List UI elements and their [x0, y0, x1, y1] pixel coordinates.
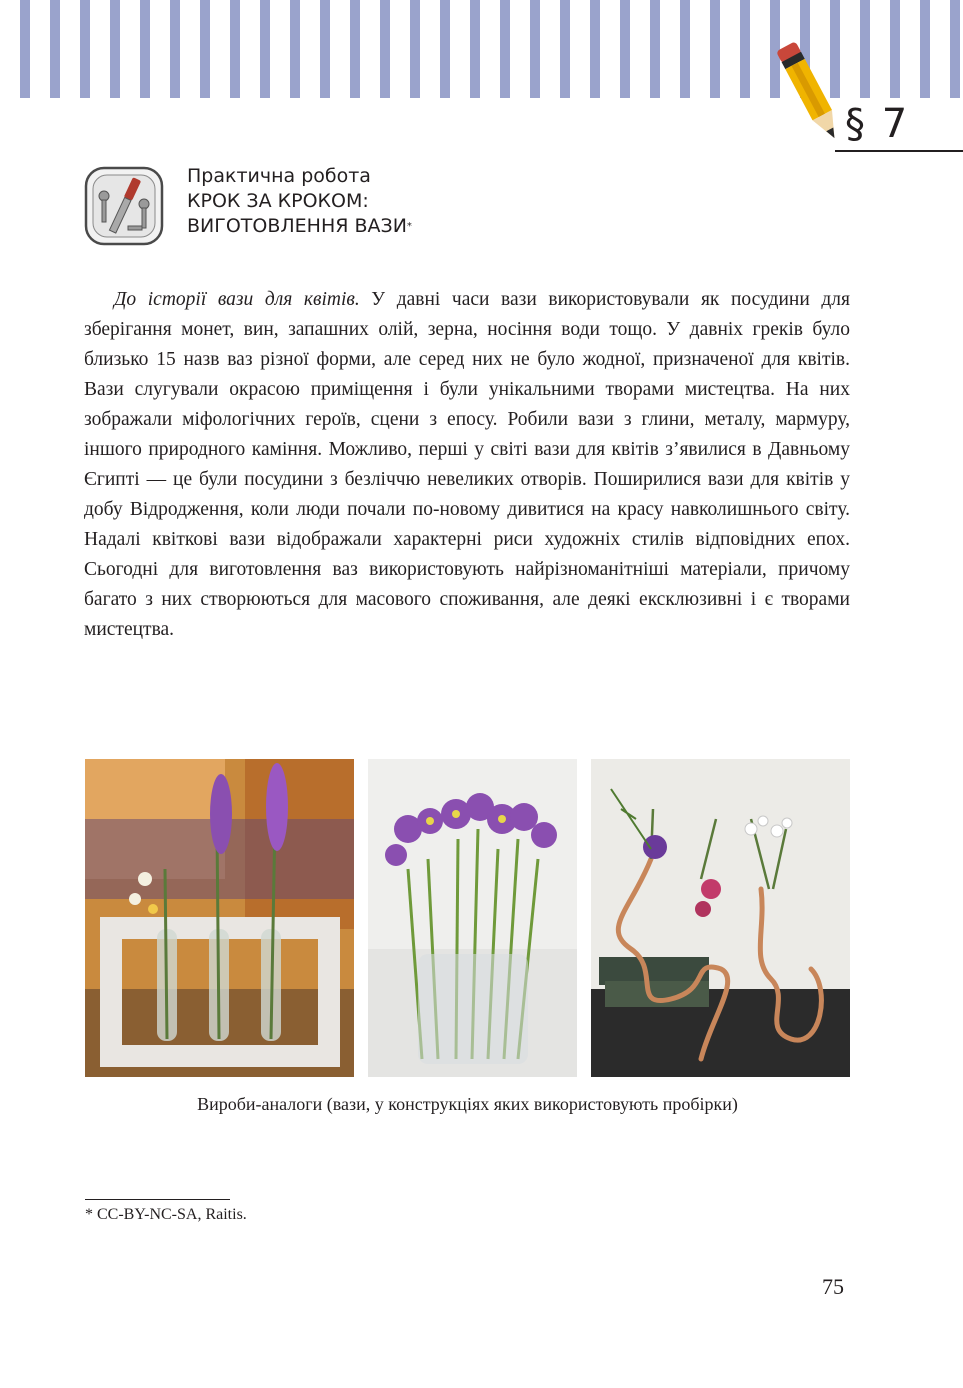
heading-line-3-text: ВИГОТОВЛЕННЯ ВАЗИ — [187, 215, 407, 237]
photo-freesia-tubes — [368, 759, 577, 1077]
practical-work-heading — [187, 164, 412, 239]
paragraph-text: У давні часи вази використовували як посудини для зберігання монет, вин, запашних олій, зерна, носіння води тощо. У давніх греків було близько 15 назв ваз різної форми, але серед них не було жодної, призначеної для квітів. Вази слугували окрасою приміщення і були унікальними творами мистецтва. На них зображали міфологічних героїв, сцени з епосу. Робили вази з глини, металу, мармуру, іншого природного каміння. Можливо, перші у світі вази для квітів з’явилися в Давньому Єгипті — це були посудини з безліччю невеликих отворів. Поширилися вази для квітів у добу Відродження, коли люди почали по-новому дивитися на красу навколишнього світу. Надалі квіткові вази відображали характерні риси художніх стилів відповідних епох. Сьогодні для виготовлення ваз використовують найрізноманітніші матеріали, причому багато з них створюються для масового споживання, але деякі ексклюзивні і є творами мистецтва. — [84, 289, 850, 640]
section-number: § 7 — [845, 101, 910, 147]
pencil-icon — [776, 38, 846, 150]
heading-footnote-mark: * — [406, 221, 412, 232]
tools-icon — [84, 166, 164, 246]
heading-line-2: КРОК ЗА КРОКОМ: — [187, 190, 369, 212]
photo-copper-vases — [591, 759, 850, 1077]
footnote: * CC-BY-NC-SA, Raitis. — [85, 1206, 247, 1223]
history-paragraph — [84, 285, 850, 645]
figure-caption: Вироби-аналоги (вази, у конструкціях яких використовують пробірки) — [197, 1094, 738, 1114]
heading-line-3 — [187, 214, 412, 239]
photo-frame-vase — [85, 759, 354, 1077]
heading-line-1: Практична робота — [187, 165, 371, 187]
page-number: 75 — [822, 1274, 844, 1299]
footnote-rule — [85, 1199, 230, 1200]
paragraph-lead: До історії вази для квітів. — [114, 289, 360, 310]
